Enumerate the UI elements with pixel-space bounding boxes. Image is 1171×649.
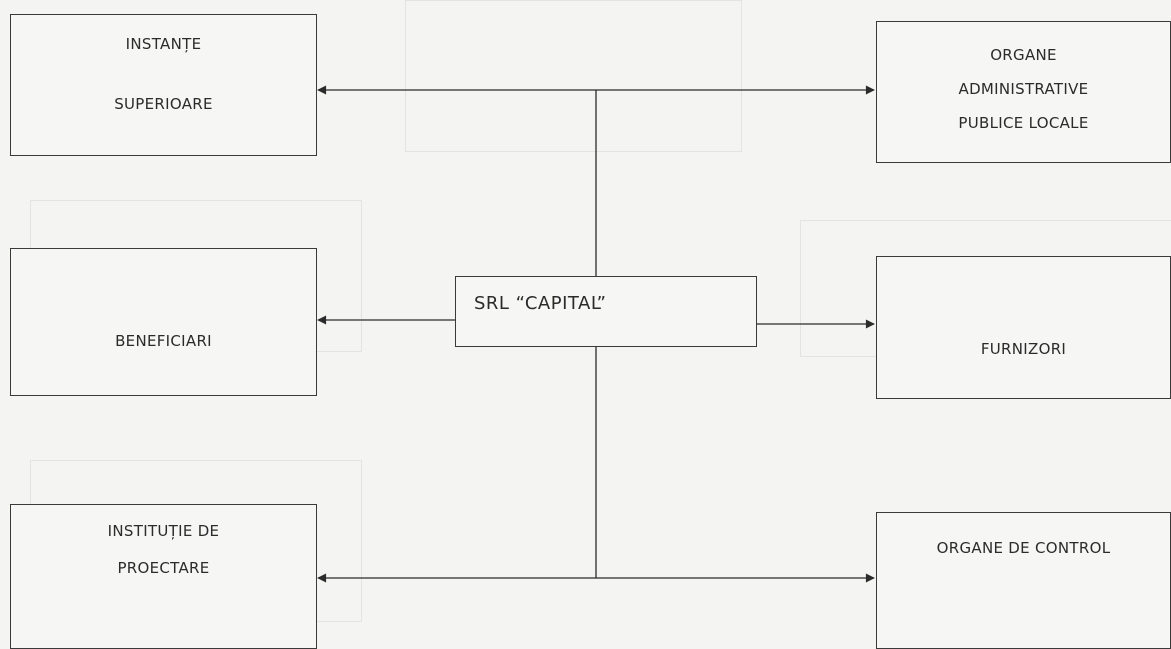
box-srl-capital [455,276,757,347]
box-beneficiari [10,248,317,396]
box-organe-admin-line3: PUBLICE LOCALE [958,114,1089,132]
box-instante-line2: SUPERIOARE [114,95,213,113]
box-organe-control [876,512,1171,649]
box-srl-capital-label: SRL “CAPITAL” [474,293,607,314]
box-organe-admin-line1: ORGANE [990,46,1057,64]
box-beneficiari-label: BENEFICIARI [115,332,212,350]
box-furnizori [876,256,1171,399]
box-instante-superioare [10,14,317,156]
box-organe-control-label: ORGANE DE CONTROL [936,539,1111,557]
box-instante-line1: INSTANȚE [125,35,202,53]
box-organe-admin-line2: ADMINISTRATIVE [958,80,1089,98]
box-organe-administrative [876,21,1171,163]
box-proiectare-line2: PROECTARE [117,559,210,577]
box-furnizori-label: FURNIZORI [980,340,1067,358]
box-institutie-proiectare [10,504,317,649]
box-proiectare-line1: INSTITUȚIE DE [107,522,220,540]
